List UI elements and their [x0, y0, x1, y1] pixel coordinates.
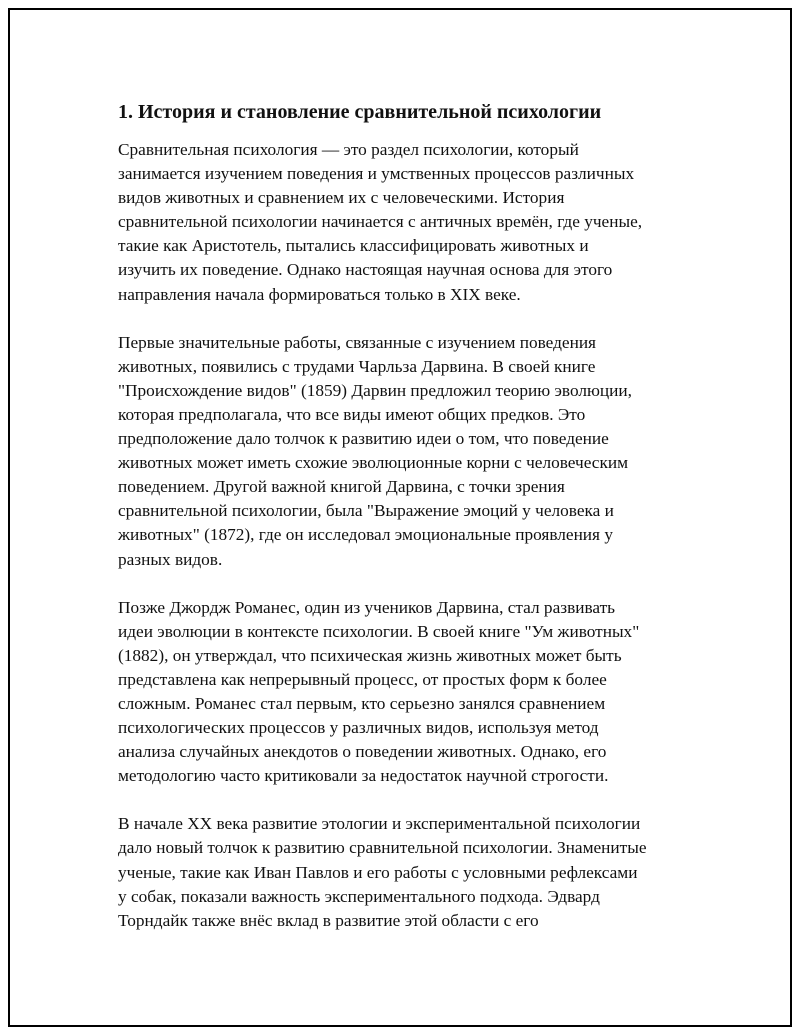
paragraph-line: поведением. Другой важной книгой Дарвина, с точки зрения	[118, 477, 565, 497]
paragraph-4	[118, 812, 698, 932]
paragraph-line: предположение дало толчок к развитию идеи о том, что поведение	[118, 429, 609, 449]
paragraph-line: идеи эволюции в контексте психологии. В своей книге "Ум животных"	[118, 621, 640, 641]
paragraph-2	[118, 331, 698, 572]
paragraph-line: которая предполагала, что все виды имеют общих предков. Это	[118, 404, 586, 424]
paragraph-line: занимается изучением поведения и умственных процессов различных	[118, 164, 635, 184]
paragraph-line: направления начала формироваться только в XIX веке.	[118, 284, 521, 304]
paragraph-line: В начале XX века развитие этологии и экспериментальной психологии	[118, 814, 641, 834]
paragraph-line: анализа случайных анекдотов о поведении животных. Однако, его	[118, 742, 607, 762]
paragraph-line: сложным. Романес стал первым, кто серьезно занялся сравнением	[118, 693, 606, 713]
paragraph-line: животных может иметь схожие эволюционные корни с человеческим	[118, 453, 629, 473]
paragraph-line: у собак, показали важность экспериментального подхода. Эдвард	[118, 886, 600, 906]
paragraph-line: такие как Аристотель, пытались классифицировать животных и	[118, 236, 589, 256]
paragraph-line: Торндайк также внёс вклад в развитие этой области с его	[118, 910, 539, 930]
paragraph-1	[118, 138, 698, 307]
paragraph-line: "Происхождение видов" (1859) Дарвин предложил теорию эволюции,	[118, 380, 632, 400]
document-page	[8, 8, 792, 1027]
paragraph-line: представлена как непрерывный процесс, от простых форм к более	[118, 669, 607, 689]
paragraph-line: сравнительной психологии начинается с античных времён, где ученые,	[118, 212, 643, 232]
paragraph-line: видов животных и сравнением их с человеческими. История	[118, 188, 565, 208]
paragraph-line: животных" (1872), где он исследовал эмоциональные проявления у	[118, 525, 613, 545]
paragraph-line: животных, появились с трудами Чарльза Дарвина. В своей книге	[118, 356, 596, 376]
paragraph-3	[118, 596, 698, 789]
paragraph-line: Позже Джордж Романес, один из учеников Дарвина, стал развивать	[118, 597, 616, 617]
paragraph-line: Первые значительные работы, связанные с изучением поведения	[118, 332, 597, 352]
paragraph-line: ученые, такие как Иван Павлов и его работы с условными рефлексами	[118, 862, 638, 882]
paragraph-line: методологию часто критиковали за недостаток научной строгости.	[118, 766, 609, 786]
section-heading: 1. История и становление сравнительной психологии	[118, 101, 602, 123]
paragraph-line: Сравнительная психология — это раздел психологии, который	[118, 140, 579, 159]
paragraph-line: разных видов.	[118, 549, 223, 569]
paragraph-line: (1882), он утверждал, что психическая жизнь животных может быть	[118, 645, 622, 665]
paragraph-line: дало новый толчок к развитию сравнительной психологии. Знаменитые	[118, 838, 647, 858]
paragraph-line: психологических процессов у различных видов, используя метод	[118, 718, 599, 738]
paragraph-line: сравнительной психологии, была "Выражение эмоций у человека и	[118, 501, 614, 521]
document-content	[118, 98, 698, 957]
paragraph-line: изучить их поведение. Однако настоящая научная основа для этого	[118, 260, 613, 280]
